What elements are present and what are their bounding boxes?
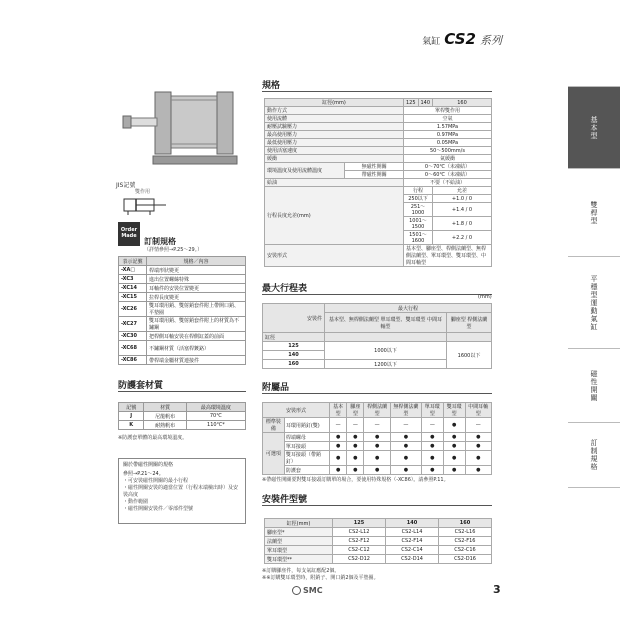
smc-logo-icon <box>292 586 301 595</box>
side-tab-custom[interactable] <box>568 422 620 488</box>
jis-symbol-sub: 雙作用 <box>135 189 151 195</box>
acc-item: 單耳接頭 <box>284 442 329 451</box>
boot-material: 尼龍帆布 <box>144 412 186 421</box>
acc-mark: ● <box>465 451 491 466</box>
order-made-title: 訂制規格 <box>144 237 176 246</box>
custom-desc: 雙耳環用銷、雙射銷套件附上的材質為不鏽鋼 <box>147 317 246 332</box>
accessories-note: ※帶磁性開關要對雙耳接頭訂購單的場合，要使用特殊規格（-XC86）。請參照P.11。 <box>262 477 449 483</box>
table-header: 安裝形式 <box>263 403 330 418</box>
tol-header: 行程 <box>403 187 432 195</box>
switch-info-item: ・磁性開關安裝的適當位置（行程末端檢出時）及安裝高度 <box>123 485 239 498</box>
spec-table <box>264 98 492 267</box>
table-header: 安裝件 <box>263 304 325 333</box>
mounting-notes <box>262 568 379 582</box>
custom-desc: 桿端形狀變更 <box>147 266 246 275</box>
mount-code: CS2-L16 <box>439 528 492 537</box>
side-tab-smooth[interactable] <box>568 256 620 348</box>
table-header: 雙耳環型 <box>443 403 465 418</box>
custom-desc: 帶桿端金屬材質連接件 <box>147 356 246 365</box>
spec-label: 使用流體 <box>265 115 404 123</box>
spec-label: 最低使用壓力 <box>265 139 404 147</box>
mount-code: CS2-F16 <box>439 537 492 546</box>
table-row <box>263 442 492 451</box>
max-stroke-table <box>262 303 492 369</box>
custom-code: -XC14 <box>119 284 147 293</box>
table-row <box>119 302 246 317</box>
table-row <box>265 179 492 187</box>
acc-mark: — <box>421 418 443 433</box>
side-tab-label: 基本型 <box>590 115 598 140</box>
table-row <box>119 356 246 365</box>
mount-code: CS2-F12 <box>333 537 386 546</box>
side-tab-switch[interactable] <box>568 348 620 422</box>
side-tab-label: 訂制規格 <box>590 439 598 471</box>
acc-mark: — <box>390 418 421 433</box>
mount-code: CS2-L12 <box>333 528 386 537</box>
spec-label: 環境溫度及使用流體溫度 <box>265 163 345 179</box>
acc-mark: ● <box>390 442 421 451</box>
mount-code: CS2-C14 <box>386 546 439 555</box>
stroke-value: 1000以下 <box>325 342 447 360</box>
series-header <box>422 30 502 48</box>
acc-mark: ● <box>330 442 347 451</box>
acc-group: 可選項 <box>263 433 285 475</box>
side-tabs <box>568 86 620 488</box>
table-header: 140 <box>418 99 433 107</box>
table-header: 缸徑(mm) <box>265 519 333 528</box>
tol-range: 1501～1600 <box>403 231 432 245</box>
spec-label: 給油 <box>265 179 404 187</box>
table-header: 缸徑(mm) <box>265 99 404 107</box>
acc-mark: ● <box>364 466 390 475</box>
spec-value: 1.57MPa <box>403 123 491 131</box>
table-header: 中間耳軸型 <box>465 403 491 418</box>
acc-mark: ● <box>364 451 390 466</box>
custom-desc: 拉桿長度變更 <box>147 293 246 302</box>
mount-label: 腳座型* <box>265 528 333 537</box>
mounting-note: ※※訂購雙耳環型時，附銷子、開口銷2個及平墊圈。 <box>262 575 379 581</box>
acc-mark: ● <box>443 451 465 466</box>
switch-info-box <box>118 458 246 524</box>
custom-spec-table <box>118 256 246 365</box>
stroke-unit: (mm) <box>478 294 492 300</box>
table-header: 表示記號 <box>119 257 147 266</box>
table-header: 125 <box>403 99 418 107</box>
table-row <box>265 546 492 555</box>
spec-label: 使用活塞速度 <box>265 147 404 155</box>
tol-value: +1.0 / 0 <box>433 195 492 203</box>
spec-value: 0～70℃（未凍結） <box>403 163 491 171</box>
mount-code: CS2-F14 <box>386 537 439 546</box>
table-header: 160 <box>433 99 492 107</box>
acc-item: 桿端螺母 <box>284 433 329 442</box>
table-header: 材質 <box>144 403 186 412</box>
acc-item: 防護套 <box>284 466 329 475</box>
acc-mark: — <box>465 418 491 433</box>
switch-info-item: ・磁性開關安裝件／零部件型號 <box>123 506 194 512</box>
acc-mark: — <box>330 418 347 433</box>
mount-code: CS2-D14 <box>386 555 439 564</box>
spec-label: 耐壓試驗壓力 <box>265 123 404 131</box>
acc-item: 耳環用銷釘(雙) <box>284 418 329 433</box>
spec-value: 基本型、腳座型、桿側法蘭型、無桿側法蘭型、單耳環型、雙耳環型、中間耳軸型 <box>403 245 491 267</box>
acc-mark: ● <box>421 433 443 442</box>
acc-mark: — <box>364 418 390 433</box>
acc-mark: ● <box>465 466 491 475</box>
custom-desc: 把桿側耳軸安裝在桿側缸蓋的前面 <box>147 332 246 341</box>
mounting-part-table <box>264 518 492 564</box>
smc-logo-text: SMC <box>303 586 323 595</box>
spec-heading: 規格 <box>262 78 492 92</box>
table-header: 記號 <box>119 403 144 412</box>
acc-mark: ● <box>443 466 465 475</box>
tol-range: 1001～1500 <box>403 217 432 231</box>
custom-code: -XC26 <box>119 302 147 317</box>
accessories-table <box>262 402 492 475</box>
custom-desc: 耳軸件的安裝位置變更 <box>147 284 246 293</box>
acc-item: 雙耳接頭（帶銷釘） <box>284 451 329 466</box>
acc-mark: ● <box>421 451 443 466</box>
max-stroke-heading: 最大行程表 <box>262 281 492 295</box>
table-row <box>263 342 492 351</box>
tol-value: +1.4 / 0 <box>433 203 492 217</box>
custom-code: -XC27 <box>119 317 147 332</box>
acc-mark: ● <box>330 466 347 475</box>
custom-desc: 雙耳環用銷、雙射銷套件附上帶開口銷、平墊圈 <box>147 302 246 317</box>
acc-mark: ● <box>347 433 364 442</box>
custom-desc: 進出位置螺絲特殊 <box>147 275 246 284</box>
spec-value: 單桿雙作用 <box>403 107 491 115</box>
stroke-bore: 140 <box>263 351 325 360</box>
table-row <box>265 147 492 155</box>
side-tab-label: 磁性開關 <box>590 369 598 402</box>
mount-label: 單耳環型 <box>265 546 333 555</box>
mounting-part-heading: 安裝件型號 <box>262 492 492 506</box>
table-row <box>265 139 492 147</box>
table-header: 無桿側法蘭型 <box>390 403 421 418</box>
smc-logo <box>292 586 323 595</box>
tol-value: +2.2 / 0 <box>433 231 492 245</box>
table-row <box>119 284 246 293</box>
boot-temp: 110℃* <box>186 421 245 430</box>
table-row <box>119 341 246 356</box>
table-header: 基本型、無桿側法蘭型 單耳環型、雙耳環型 中間耳軸型 <box>325 313 447 333</box>
table-row <box>265 123 492 131</box>
acc-mark: ● <box>390 433 421 442</box>
side-tab-double-rod[interactable] <box>568 168 620 256</box>
header-series: CS2 <box>444 30 476 48</box>
table-row <box>265 107 492 115</box>
acc-mark: ● <box>330 451 347 466</box>
mount-label: 雙耳環型** <box>265 555 333 564</box>
tol-range: 251～1000 <box>403 203 432 217</box>
table-row <box>265 245 492 267</box>
side-tab-label: 平穩型運動氣缸 <box>590 274 598 331</box>
table-row <box>265 131 492 139</box>
stroke-value: 1600以下 <box>447 342 492 369</box>
switch-info-item: ・動作範圍 <box>123 499 149 505</box>
table-row <box>119 293 246 302</box>
acc-group: 標準裝備 <box>263 418 285 433</box>
spec-sub-label: 帶磁性開關 <box>345 171 404 179</box>
table-row <box>119 275 246 284</box>
spec-value: 0.97MPa <box>403 131 491 139</box>
boot-temp: 70℃ <box>186 412 245 421</box>
switch-info-title: 關於帶磁性開關的規格 <box>123 462 174 468</box>
table-header: 最大行程 <box>325 304 492 313</box>
acc-mark: ● <box>443 442 465 451</box>
acc-mark: ● <box>465 433 491 442</box>
table-header: 腳座型 桿側法蘭型 <box>447 313 492 333</box>
custom-code: -XC86 <box>119 356 147 365</box>
table-row <box>265 555 492 564</box>
spec-label: 最高使用壓力 <box>265 131 404 139</box>
table-row <box>263 418 492 433</box>
tol-value: +1.8 / 0 <box>433 217 492 231</box>
spec-value: 氣緩衝 <box>403 155 491 163</box>
accessories-heading: 附屬品 <box>262 380 492 394</box>
table-row <box>263 451 492 466</box>
header-suffix: 系列 <box>480 34 502 47</box>
stroke-bore: 160 <box>263 360 325 369</box>
table-row <box>119 421 246 430</box>
acc-mark: ● <box>421 466 443 475</box>
table-row <box>265 155 492 163</box>
acc-mark: ● <box>347 451 364 466</box>
table-row <box>265 163 492 171</box>
spec-value: 0.05MPa <box>403 139 491 147</box>
table-row <box>119 317 246 332</box>
acc-mark: ● <box>465 442 491 451</box>
custom-code: -XC30 <box>119 332 147 341</box>
spec-value: 空氣 <box>403 115 491 123</box>
acc-mark: ● <box>347 442 364 451</box>
mount-code: CS2-D12 <box>333 555 386 564</box>
table-row <box>263 433 492 442</box>
custom-desc: 不鏽鋼材質（活塞桿鍍鉻） <box>147 341 246 356</box>
table-row <box>119 412 246 421</box>
table-row <box>265 537 492 546</box>
mount-code: CS2-C12 <box>333 546 386 555</box>
acc-mark: — <box>347 418 364 433</box>
table-row <box>265 528 492 537</box>
spec-value: 不要（不給油） <box>403 179 491 187</box>
boot-symbol: K <box>119 421 144 430</box>
mount-code: CS2-C16 <box>439 546 492 555</box>
mount-code: CS2-D16 <box>439 555 492 564</box>
acc-mark: ● <box>390 451 421 466</box>
table-header: 單耳環型 <box>421 403 443 418</box>
spec-value: 0～60℃（未凍結） <box>403 171 491 179</box>
table-header: 160 <box>439 519 492 528</box>
acc-mark: ● <box>330 433 347 442</box>
switch-info-ref: 參照→P.21～24。 <box>123 471 164 477</box>
spec-value: 50～500mm/s <box>403 147 491 155</box>
page-number: 3 <box>493 583 501 596</box>
double-acting-symbol-icon <box>120 193 170 217</box>
table-header: 基本型 <box>330 403 347 418</box>
boot-material-table <box>118 402 246 430</box>
table-row <box>265 187 492 195</box>
acc-mark: ● <box>443 433 465 442</box>
acc-mark: ● <box>390 466 421 475</box>
tol-header: 允差 <box>433 187 492 195</box>
acc-mark: ● <box>421 442 443 451</box>
table-header: 140 <box>386 519 439 528</box>
spec-label: 安裝形式 <box>265 245 404 267</box>
mounting-note: ※訂購腳座件，每支氣缸應配2個。 <box>262 568 340 574</box>
acc-mark: ● <box>364 442 390 451</box>
table-header: 最高環境溫度 <box>186 403 245 412</box>
boot-note: ※防護套單體的最高環境溫度。 <box>118 435 188 441</box>
table-row <box>263 466 492 475</box>
jis-symbol-label: JIS記號 <box>116 182 136 189</box>
table-header: 缸徑 <box>263 333 325 342</box>
table-header: 規格／內容 <box>147 257 246 266</box>
mount-code: CS2-L14 <box>386 528 439 537</box>
acc-mark: ● <box>443 418 465 433</box>
table-row <box>119 332 246 341</box>
tol-range: 250以下 <box>403 195 432 203</box>
spec-label: 緩衝 <box>265 155 404 163</box>
spec-sub-label: 無磁性開關 <box>345 163 404 171</box>
side-tab-label: 雙桿型 <box>590 200 598 225</box>
order-made-badge: Order Made <box>118 222 140 246</box>
header-prefix: 氣缸 <box>422 37 441 47</box>
stroke-bore: 125 <box>263 342 325 351</box>
spec-label: 行程長度允差(mm) <box>265 187 404 245</box>
table-row <box>265 115 492 123</box>
mount-label: 法蘭型 <box>265 537 333 546</box>
table-header: 桿側法蘭型 <box>364 403 390 418</box>
custom-code: -XC3 <box>119 275 147 284</box>
switch-info-item: ・可安裝磁性開關的最小行程 <box>123 478 189 484</box>
spec-label: 動作方式 <box>265 107 404 115</box>
boot-material: 耐熱帆布 <box>144 421 186 430</box>
custom-code: -XA□ <box>119 266 147 275</box>
cylinder-product-image <box>117 84 247 174</box>
side-tab-basic[interactable] <box>568 86 620 168</box>
custom-code: -XC68 <box>119 341 147 356</box>
table-header: 125 <box>333 519 386 528</box>
table-header: 腳座型 <box>347 403 364 418</box>
boot-symbol: J <box>119 412 144 421</box>
table-row <box>119 266 246 275</box>
order-made-ref: （詳情參照→P.25～29。） <box>144 247 203 253</box>
boot-material-heading: 防護套材質 <box>118 378 246 392</box>
acc-mark: ● <box>364 433 390 442</box>
stroke-value: 1200以下 <box>325 360 447 369</box>
acc-mark: ● <box>347 466 364 475</box>
custom-code: -XC15 <box>119 293 147 302</box>
